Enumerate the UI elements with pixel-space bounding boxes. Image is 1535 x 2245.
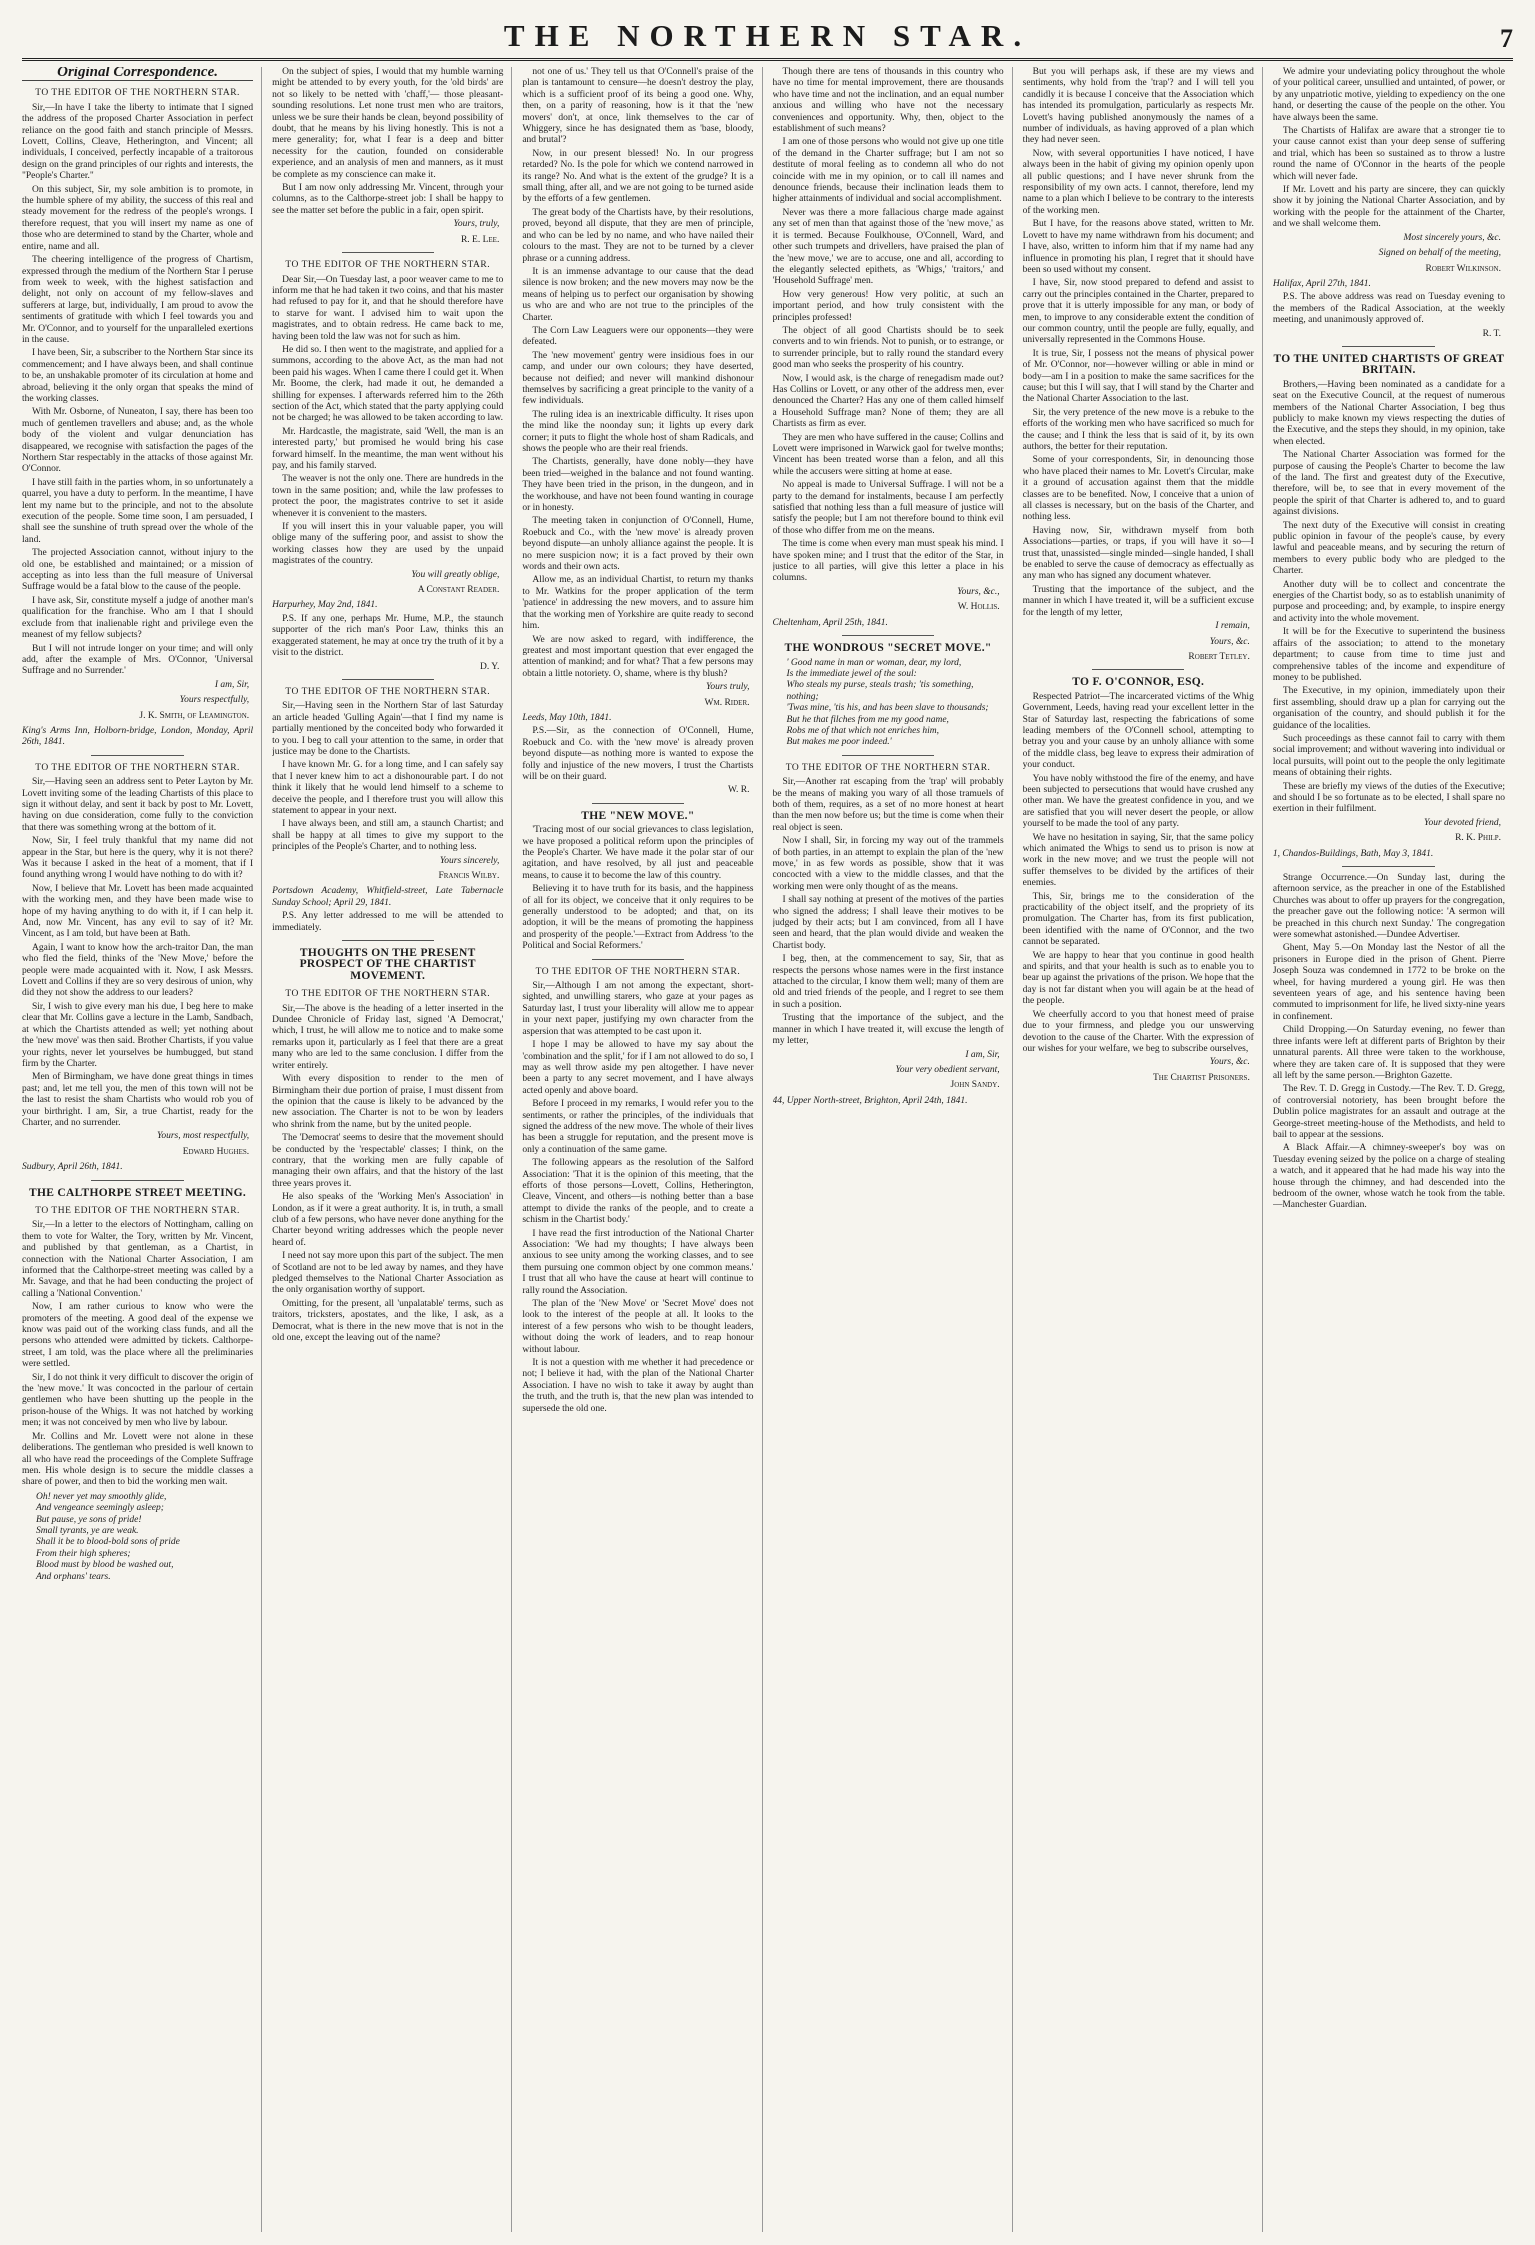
article-paragraph: The time is come when every man must speak his mind. I have spoken mine; and I trust that the editor of the Star, in justice to all parties, will give this letter a place in his columns. <box>772 539 1004 584</box>
article-paragraph: Respected Patriot—The incarcerated victims of the Whig Government, Leeds, having read your excellent letter in the Star of Saturday last, respecting the fabrications of some leading members of the O'Connell school, attempting to betray you and your cause by an unholy alliance with some of the middle class, beg leave to express their admiration of your conduct. <box>1022 691 1254 771</box>
dateline: Portsdown Academy, Whitfield-street, Late Tabernacle Sunday School; April 29, 1841. <box>272 886 504 908</box>
article-paragraph: I beg, then, at the commencement to say, Sir, that as respects the persons whose names were in the first instance attached to the circular, I know them well; many of them are old and tried friends of the people, and I regret to see them in such a position. <box>772 954 1004 1010</box>
article-paragraph: The Chartists of Halifax are aware that a stronger tie to your cause cannot exist than your deep sense of suffering and trial, which has been so sustained as to throw a lustre round the name of O'Connor in the hearts of the people which will never fade. <box>1272 126 1505 182</box>
letter-closing: Your very obedient servant, <box>895 1064 1000 1075</box>
article-paragraph: The 'Democrat' seems to desire that the movement should be conducted by the 'respectable' classes; I think, on the contrary, that the working men are fully capable of managing their own affairs, and that the history of the last three years proves it. <box>272 1133 504 1189</box>
article-paragraph: Though there are tens of thousands in this country who have no time for mental improvement, there are thousands who have time and not the inclination, and an equal number anxious and willing who have not the necessary conveniences and opportunity. Why, then, object to the establishment of such means? <box>772 67 1004 135</box>
column-6 <box>1273 67 1513 2232</box>
article-title: THE "NEW MOVE." <box>581 809 695 822</box>
letter-heading: TO THE EDITOR OF THE NORTHERN STAR. <box>535 966 741 977</box>
article-paragraph: The next duty of the Executive will consist in creating public opinion in favour of the people's cause, by every lawful and peaceable means, and by securing the return of members to every public body who are pledged to the Charter. <box>1272 520 1505 577</box>
poem-line: ' Good name in man or woman, dear, my lord, <box>786 657 962 668</box>
article-paragraph: It is not a question with me whether it had precedence or not; I believe it had, with the plan of the National Charter Association. I have no wish to take it away by aught than the truth, and the truth is, that the new plan was intended to supersede the old one. <box>522 1358 754 1414</box>
article-paragraph: Now, Sir, I feel truly thankful that my name did not appear in the Star, but here is the query, why it is not there? Was it because I asked in the heat of a moment, that if I found anything wrong I would have nothing to do with it? <box>22 836 254 881</box>
poem-line: Small tyrants, ye are weak. <box>36 1525 139 1536</box>
article-paragraph: Sir,—Another rat escaping from the 'trap' will probably be the means of making you wary of all those tramuels of both of them, requires, as a set of no more honest at heart than the men now before us; but the time is come when their real object is seen. <box>772 777 1004 833</box>
article-paragraph: You have nobly withstood the fire of the enemy, and have been subjected to persecutions that would have crushed any other man. We have the greatest confidence in you, and we are satisfied that you will never desert the people, or allow yourself to be made the tool of any party. <box>1022 773 1254 830</box>
letter-heading: TO THE EDITOR OF THE NORTHERN STAR. <box>285 686 491 697</box>
article-paragraph: I have, Sir, now stood prepared to defend and assist to carry out the principles contained in the Charter, prepared to prove that it is utterly impossible for any man, or body of men, to improve to any considerable extent the condition of our common country, until the people are fully, equally, and universally represented in the Commons House. <box>1022 278 1254 346</box>
article-paragraph: The plan of the 'New Move' or 'Secret Move' does not look to the interest of the people at all. It looks to the interest of a few persons who wish to be thought leaders, without doing the work of leaders, and to reap honour without labour. <box>522 1299 754 1355</box>
article-paragraph: He did so. I then went to the magistrate, and applied for a summons, according to the above Act, as the man had not been paid his wages. When I came there I could get it. When Mr. Boome, the clerk, had made it out, he demanded a shilling for expenses. I afterwards referred him to the 26th section of the Act, which stated that the party applying could not be charged; he was allowed to be taken according to law. <box>272 344 504 424</box>
article-paragraph: Now, in our present blessed! No. In our progress retarded? No. Is the pole for which we contend narrowed in its range? No. And what is the extent of the grudge? It is a small thing, after all, and we are not going to be turned aside by the efforts of a few gentlemen. <box>522 148 754 205</box>
article-paragraph: Again, I want to know how the arch-traitor Dan, the man who fled the field, thinks of the 'New Move,' before the people were made acquainted with it. Now, I ask Messrs. Lovett and Collins if they are so very desirous of union, why did they not show the address to our leaders? <box>22 942 254 999</box>
letter-closing: Yours respectfully, <box>179 695 250 706</box>
poem-line: Who steals my purse, steals trash; 'tis something, nothing; <box>786 680 974 702</box>
article-paragraph: Child Dropping.—On Saturday evening, no fewer than three infants were left at different parts of Brighton by their unnatural parents. All three were taken to the workhouse, where they are taken care of. It is supposed that they were all left by the same person.—Brighton Gazette. <box>1272 1025 1505 1081</box>
article-paragraph: Omitting, for the present, all 'unpalatable' terms, such as traitors, tricksters, apostates, and the like, I ask, as a Democrat, what is there in the new move that is not in the old one, except the leaving out of the name? <box>272 1298 504 1344</box>
poem-line: From their high spheres; <box>36 1548 131 1559</box>
signature-name: A Constant Reader. <box>417 585 500 596</box>
divider-rule <box>1342 866 1435 867</box>
signature-name: Edward Hughes. <box>182 1146 250 1157</box>
article-paragraph: It is an immense advantage to our cause that the dead silence is now broken; and the new movers may now be the means of helping us to perfect our organisation by showing us who are and who are not true to the principles of the Charter. <box>522 266 754 323</box>
signature-name: Francis Wilby. <box>438 871 500 881</box>
letter-closing: I am, Sir, <box>965 1049 1000 1060</box>
article-paragraph: We admire your undeviating policy throughout the whole of your political career, unsullied and untainted, of power, or by any unpatriotic motive, yielding to expediency on the one hand, or deserting the cause of the people on the other. You have always been the same. <box>1272 67 1505 123</box>
signature-name: Wm. Rider. <box>704 697 750 708</box>
article-paragraph: Sir,—Although I am not among the expectant, short-sighted, and unwilling starers, who gaze at your pages as Saturday last, I trust your liberality will allow me to appear in your next paper, justifying my own character from the aspersion that was attempted to be cast upon it. <box>522 981 754 1037</box>
dateline: Halifax, April 27th, 1841. <box>1272 278 1371 289</box>
letter-closing: Yours, &c., <box>957 586 1000 597</box>
article-paragraph: Sir,—In a letter to the electors of Nottingham, calling on them to vote for Walter, the Tory, written by Mr. Vincent, and published by that gentleman, as a Chartist, in connection with the National Charter Association, I am informed that the Calthorpe-street meeting was called by a Mr. Savage, and that he had been conducting the project of calling a 'National Convention.' <box>22 1220 254 1299</box>
article-paragraph: Mr. Collins and Mr. Lovett were not alone in these deliberations. The gentleman who presided is well known to all who have read the proceedings of the Complete Suffrage men. His whole design is to secure the middle classes a share of power, and then to bid the working men wait. <box>22 1431 254 1488</box>
signature-name: John Sandy. <box>950 1080 1000 1091</box>
article-paragraph: Ghent, May 5.—On Monday last the Nestor of all the prisoners in Europe died in the prison of Ghent. Pierre Joseph Souza was condemned in 1772 to be broke on the wheel, for having murdered a young girl. He was then seventeen years of age, and his sentence having been commuted to imprisonment for life, he lived sixty-nine years in confinement. <box>1272 943 1505 1022</box>
article-paragraph: On the subject of spies, I would that my humble warning might be attended to by every youth, for the 'old birds' are not so likely to be netted with 'chaff,'— those pleasant-sounding resolutions. Let none trust men who are traitors, unless we be sure their hands be clean, beyond possibility of doubt, that he means by his living honestly. This is not a mere generality; for, what I fear is a deep and bitter necessity for the caution, founded on considerable experience, and an analysis of men and manners, as it must be complete as my conscience can make it. <box>272 67 504 180</box>
article-paragraph: The National Charter Association was formed for the purpose of causing the People's Charter to become the law of the land. The first and greatest duty of the Executive, therefore, will be, to see that in every movement of the people the spirit of that Charter is adhered to, and to guard against divisions. <box>1272 450 1505 518</box>
signature-name: Robert Wilkinson. <box>1425 263 1501 274</box>
article-paragraph: The ruling idea is an inextricable difficulty. It rises upon the mind like the noonday sun; it lights up every dark corner; it puts to flight the whole host of sham Radicals, and shows the people who are their real friends. <box>522 409 754 454</box>
article-paragraph: Now, with several opportunities I have noticed, I have always been in the habit of giving my opinion openly upon all public questions; and I have never shrunk from the responsibility of my own acts. I cannot, therefore, lend my name to a plan which I believe to be contrary to the interests of the working men. <box>1022 148 1254 216</box>
column-5 <box>1023 67 1263 2232</box>
article-paragraph: The weaver is not the only one. There are hundreds in the town in the same position; and, while the law professes to protect the poor, the magistrates contrive to set it aside whenever it is convenient to the masters. <box>272 474 504 519</box>
column-4 <box>773 67 1013 2232</box>
article-paragraph: I have read the first introduction of the National Charter Association: 'We had my thoughts; I have always been anxious to see unity among the working classes, and to see them pursuing one common object by one common means.' I trust that all who have the cause at heart will continue to rally round the Association. <box>522 1228 754 1296</box>
article-paragraph: Sir, the very pretence of the new move is a rebuke to the efforts of the working men who have sacrificed so much for the cause; and I think the less that is said of it, by its own authors, the better for their reputation. <box>1022 407 1254 452</box>
divider-rule <box>91 755 183 756</box>
letter-closing: Yours, truly, <box>453 219 500 230</box>
article-title: THE WONDROUS "SECRET MOVE." <box>784 642 992 655</box>
article-paragraph: Dear Sir,—On Tuesday last, a poor weaver came to me to inform me that he had taken it two coins, and that his master had refused to pay for it, and that he should therefore have to starve for want. I advised him to wait upon the magistrates, and to obtain redress. He came back to me, having been told the law was not for such as him. <box>272 274 504 342</box>
article-paragraph: Such proceedings as these cannot fail to carry with them social improvement; and without wavering into individual or local pursuits, will point out to the people the only legitimate means of obtaining their rights. <box>1272 733 1505 779</box>
article-paragraph: But I will not intrude longer on your time; and will only add, after the example of Mrs. O'Connor, 'Universal Suffrage and no Surrender.' <box>22 643 254 677</box>
poem-line: Shall it be to blood-bold sons of pride <box>36 1537 180 1548</box>
columns <box>22 67 1513 2232</box>
article-paragraph: The Chartists, generally, have done nobly—they have been tried—weighed in the balance and not found wanting. They have been tried in the prison, in the dungeon, and in the workhouse, and have not been found wanting in courage or in honesty. <box>522 457 754 514</box>
article-paragraph: I have still faith in the parties whom, in so unfortunately a quarrel, you have a duty to perform. In the meantime, I have lent my name but to the principle, and not to the absolute execution of the people. Some time soon, I am persuaded, I shall see the sunshine of truth spread over the whole of the land. <box>22 477 254 545</box>
poem-line: 'Twas mine, 'tis his, and has been slave to thousands; <box>786 703 989 714</box>
article-paragraph: If you will insert this in your valuable paper, you will oblige many of the suffering poor, and assist to show the working classes how they are used by the unpaid magistrates of the country. <box>272 522 504 567</box>
article-paragraph: No appeal is made to Universal Suffrage. I will not be a party to the demand for instalments, because I am perfectly satisfied that nothing less than a full measure of justice will satisfy the people; but I am not therefore bound to think evil of those who differ from me on the means. <box>772 480 1004 536</box>
article-paragraph: I have been, Sir, a subscriber to the Northern Star since its commencement; and I have always been, and shall continue to be, an unshakable promoter of its circulation at home and abroad, believing it the only organ that speaks the mind of the working classes. <box>22 348 254 404</box>
letter-closing: Yours truly, <box>706 682 750 693</box>
article-paragraph: I need not say more upon this part of the subject. The men of Scotland are not to be led away by names, and they have pledged themselves to the National Charter Association as the only organisation worthy of support. <box>272 1251 504 1296</box>
article-paragraph: I have known Mr. G. for a long time, and I can safely say that I never knew him to act a dishonourable part. I do not think it likely that he would lend himself to a scheme to deceive the people, and I therefore trust you will allow this statement to appear in your next. <box>272 760 504 816</box>
article-paragraph: 'Tracing most of our social grievances to class legislation, we have proposed a political reform upon the principles of the People's Charter. We have made it the polar star of our agitation, and have resolved, by all just and peaceable means, to cause it to become the law of this country. <box>522 825 754 881</box>
article-paragraph: P.S. If any one, perhaps Mr. Hume, M.P., the staunch supporter of the rich man's Poor Law, thinks this an exaggerated statement, he may at once try the truth of it by a visit to the district. <box>272 613 504 659</box>
poem-line: But makes me poor indeed.' <box>786 737 892 748</box>
article-paragraph: Another duty will be to collect and concentrate the energies of the Chartist body, so as to establish unanimity of purpose and proceeding; and, by example, to inspire energy and activity into the whole movement. <box>1272 579 1505 624</box>
article-paragraph: Now I shall, Sir, in forcing my way out of the trammels of both parties, in an attempt to explain the plan of the 'new move,' in as few words as possible, show that it was concocted with a view to the middle classes, and that the working men were only thought of as the means. <box>772 836 1004 892</box>
letter-closing: Signed on behalf of the meeting, <box>1378 248 1501 259</box>
poem-line: And vengeance seemingly asleep; <box>36 1503 164 1514</box>
article-paragraph: I have ask, Sir, constitute myself a judge of another man's qualification for the franchise. Who am I that I should exclude from that inalienable right and privilege even the meanest of my fellow subjects? <box>22 595 254 641</box>
article-paragraph: But you will perhaps ask, if these are my views and sentiments, why hold from the 'trap'? and I will tell you candidly it is because I conceive that the Association which has intended its promulgation, particularly as respects Mr. Lovett's having published anonymously the names of a number of individuals, as having approved of a plan which they had never seen. <box>1022 67 1254 146</box>
article-paragraph: Allow me, as an individual Chartist, to return my thanks to Mr. Watkins for the proper application of the term 'patience' in addressing the new movers, and to assure him that the working men of Yorkshire are quite ready to second him. <box>522 575 754 632</box>
letter-closing: Yours, &c. <box>1209 1057 1250 1068</box>
article-paragraph: Now, I believe that Mr. Lovett has been made acquainted with the working men, and they have been made wise to hope of my having anything to do with it, if I can help it. And, now Mr. Vincent, has any evil to say of it? Mr. Vincent, as I am told, but have been at Bath. <box>22 883 254 940</box>
article-title: TO F. O'CONNOR, ESQ. <box>1072 676 1205 689</box>
signature-name: W. R. <box>727 785 750 796</box>
article-paragraph: How very generous! How very politic, at such an important period, and how truly consistent with the principles professed! <box>772 289 1004 323</box>
article-paragraph: Sir, I do not think it very difficult to discover the origin of the 'new move.' It was concocted in the parlour of certain gentlemen who have been shutting up the people in the prison-house of the Whigs. It was not hatched by working men; it was not conceived by men who live by labour. <box>22 1372 254 1429</box>
article-paragraph: The cheering intelligence of the progress of Chartism, expressed through the medium of the Northern Star I peruse from week to week, with the highest satisfaction and delight, not only on account of my fellow-slaves and sufferers at large, but, individually, I am proud to avow the sentiments of gratitude with which I feel towards you and Mr. O'Connor, and to yourself for the unparalleled exertions in the cause. <box>22 255 254 345</box>
dateline: Sudbury, April 26th, 1841. <box>22 1162 123 1173</box>
article-paragraph: Sir,—Having seen in the Northern Star of last Saturday an article headed 'Gulling Again'—that I find my name is partially mentioned by the conceited body who forwarded it to you. I beg to call your attention to the same, in order that justice may be done to the Chartists. <box>272 701 504 757</box>
article-paragraph: A Black Affair.—A chimney-sweeper's boy was on Tuesday evening seized by the police on a charge of stealing a watch, and it appeared that he had made his way into the house through the chimney, and had descended into the bedroom of the owner, whose watch he took from the table.—Manchester Guardian. <box>1272 1143 1505 1211</box>
masthead <box>22 18 1513 61</box>
article-paragraph: not one of us.' They tell us that O'Connell's praise of the plan is tantamount to censure—he doesn't destroy the play, which is a sufficient proof of its being a good one. Why, then, on a parity of reasoning, how is it that the 'new movers' don't, at once, link themselves to the car of Whiggery, since he has designated them as 'base, bloody, and brutal'? <box>522 67 754 146</box>
poem-line: Is the immediate jewel of the soul: <box>786 668 917 679</box>
signature-name: W. Hollis. <box>957 602 1000 613</box>
article-paragraph: Brothers,—Having been nominated as a candidate for a seat on the Executive Council, at the request of numerous members of the National Charter Association, I beg thus publicly to make known my views respecting the duties of the Executive, and the steps they should, in my opinion, take when elected. <box>1272 379 1505 447</box>
article-paragraph: They are men who have suffered in the cause; Collins and Lovett were imprisoned in Warwick gaol for twelve months; Vincent has been treated worse than a felon, and all this while the accusers were sitting at home at ease. <box>772 432 1004 477</box>
article-paragraph: The Executive, in my opinion, immediately upon their first assembling, should draw up a plan for carrying out the organisation of the country, and should publish it for the guidance of the localities. <box>1272 686 1505 731</box>
masthead-title: THE NORTHERN STAR. <box>503 18 1032 53</box>
signature-name: Robert Tetley. <box>1188 651 1250 662</box>
article-paragraph: Strange Occurrence.—On Sunday last, during the afternoon service, as the preacher in one of the Established Churches was about to offer up prayers for the congregation, the preacher gave out the following notice: 'A sermon will be preached in this church next Sunday.' The congregation were somewhat astonished.—Dundee Advertiser. <box>1272 873 1505 941</box>
divider-rule <box>842 635 934 636</box>
poem-block <box>787 658 1004 749</box>
article-paragraph: On this subject, Sir, my sole ambition is to promote, in the humble sphere of my ability, the success of this real and steady movement for the redress of the people's wrongs. I therefore request, that you will insert my name as one of those who are determined to stand by the Charter, whole and entire, name and all. <box>22 184 254 252</box>
article-paragraph: These are briefly my views of the duties of the Executive; and should I be so fortunate as to be elected, I shall spare no exertion in their fulfilment. <box>1272 781 1505 815</box>
article-paragraph: He also speaks of the 'Working Men's Association' in London, as if it were a great authority. It is, in truth, a small club of a few persons, who have never done anything for the Charter beyond writing addresses which the people never heard of. <box>272 1192 504 1248</box>
article-paragraph: But I am now only addressing Mr. Vincent, through your columns, as to the Calthorpe-street job: I shall be happy to see the matter set before the public in a fair, open spirit. <box>272 183 504 216</box>
article-paragraph: It is true, Sir, I possess not the means of physical power of Mr. O'Connor, nor—however willing or able in mind or body—am I in a position to make the same sacrifices for the cause; but this I will say, that I will stand by the Charter and the National Charter Association to the last. <box>1022 348 1254 405</box>
dateline: 1, Chandos-Buildings, Bath, May 3, 1841. <box>1272 848 1434 859</box>
letter-heading: TO THE EDITOR OF THE NORTHERN STAR. <box>285 989 491 1000</box>
letter-closing: I am, Sir, <box>214 679 250 690</box>
article-title: THOUGHTS ON THE PRESENT PROSPECT OF THE CHARTIST MOVEMENT. <box>299 947 476 982</box>
letter-closing: I remain, <box>1215 621 1250 632</box>
signature-name: R. K. Philp. <box>1455 833 1501 844</box>
article-paragraph: The meeting taken in conjunction of O'Connell, Hume, Roebuck and Co., with the 'new move' is already proven beyond dispute—an unholy alliance against the people. It is no mere suspicion now; it is a fact proved by their own words and their own acts. <box>522 516 754 573</box>
poem-line: Oh! never yet may smoothly glide, <box>36 1491 167 1502</box>
article-paragraph: Sir,—In have I take the liberty to intimate that I signed the address of the proposed Charter Association in perfect reliance on the good faith and stanch principle of Messrs. Lovett, Collins, Cleave, Hetherington, and Vincent; all individuals, I conceived, perfectly incapable of a traitorous design on the grand principles of our rights and interests, the "People's Charter." <box>22 102 254 182</box>
article-paragraph: This, Sir, brings me to the consideration of the practicability of the object itself, and the propriety of its promulgation. The Charter has, from its first publication, been identified with the name of O'Connor, and the two cannot be separated. <box>1022 891 1254 948</box>
article-paragraph: I have always been, and still am, a staunch Chartist; and shall be happy at all times to give my support to the principles of the People's Charter, and to nothing less. <box>272 819 504 853</box>
poem-line: Robs me of that which not enriches him, <box>786 725 940 736</box>
letter-heading: TO THE EDITOR OF THE NORTHERN STAR. <box>35 1205 240 1216</box>
divider-rule <box>592 959 684 960</box>
letter-closing: Yours, &c. <box>1209 636 1250 647</box>
article-paragraph: We have no hesitation in saying, Sir, that the same policy which animated the Whigs to send us to prison is now at work in the new move; and we trust the people will not suffer themselves to be divided by the artifices of their enemies. <box>1022 832 1254 889</box>
article-paragraph: Men of Birmingham, we have done great things in times past; and, let me tell you, the men of this town will not be the last to resist the sham Chartists who would rob you of your birthright. I am, Sir, a true Chartist, ready for the Charter, and no surrender. <box>22 1072 254 1128</box>
letter-heading: TO THE EDITOR OF THE NORTHERN STAR. <box>785 762 991 773</box>
article-paragraph: Before I proceed in my remarks, I would refer you to the sentiments, or rather the principles, of the individuals that signed the address of the new move. The whole of their lives has been a struggle for reputation, and the present move is only a continuation of the same game. <box>522 1099 754 1155</box>
divider-rule <box>592 803 684 804</box>
column-3 <box>522 67 762 2232</box>
poem-block <box>36 1492 253 1583</box>
dateline: King's Arms Inn, Holborn-bridge, London, Monday, April 26th, 1841. <box>22 725 254 748</box>
divider-rule <box>342 940 434 941</box>
page-number: 7 <box>1500 24 1513 53</box>
article-paragraph: P.S.—Sir, as the connection of O'Connell, Hume, Roebuck and Co. with the 'new move' is already proven beyond dispute—as nothing more is wanted to expose the folly and injustice of the new movers, I trust the Chartists will be on their guard. <box>522 726 754 782</box>
article-paragraph: The object of all good Chartists should be to seek converts and to win friends. Not to punish, or to estrange, or to surrender principle, but to rally round the standard every good man who seeks the prosperity of his country. <box>772 325 1004 371</box>
article-paragraph: I hope I may be allowed to have my say about the 'combination and the split,' for if I am not allowed to do so, I may as well throw aside my pen altogether. I have never been a party to any secret movement, and I have always acted openly and above board. <box>522 1040 754 1096</box>
section-heading: Original Correspondence. <box>22 67 253 81</box>
letter-closing: Most sincerely yours, &c. <box>1403 232 1501 243</box>
article-paragraph: The 'new movement' gentry were insidious foes in our camp, and under our own colours; they have deserted, because not deified; and never will mankind dishonour themselves by sacrificing a great principle to the vanity of a few individuals. <box>522 350 754 407</box>
dateline: 44, Upper North-street, Brighton, April 24th, 1841. <box>772 1095 968 1106</box>
divider-rule <box>1342 346 1435 347</box>
article-paragraph: With every disposition to render to the men of Birmingham their due portion of praise, I must dissent from the opinion that the cause is likely to be advanced by the new association. The Charter is not to be won by leaders who shrink from the name, but by the united people. <box>272 1074 504 1130</box>
article-paragraph: Never was there a more fallacious charge made against any set of men than that against those of the 'new move,' as it is termed. Because Foulkhouse, O'Connell, Ward, and other such trumpets and drivellers, have praised the plan of the 'new move,' we are to accuse, one and all, according to the elegantly selected epithets, as 'Whigs,' 'traitors,' and 'Household Suffrage' men. <box>772 207 1004 287</box>
letter-closing: Yours, most respectfully, <box>156 1131 250 1142</box>
article-paragraph: I am one of those persons who would not give up one title of the demand in the Charter suffrage; but I am not so destitute of moral feeling as to condemn all who do not coincide with me in my opinion, or to call ill names and denounce friends, because their inclination leads them to higher attainments of individual and social accomplishment. <box>772 137 1004 205</box>
signature-name: R. T. <box>1482 328 1501 339</box>
dateline: Harpurhey, May 2nd, 1841. <box>272 600 378 611</box>
letter-closing: Yours sincerely, <box>439 855 500 866</box>
article-paragraph: We are now asked to regard, with indifference, the greatest and most important question that ever engaged the attention of mankind; and for what? That a few persons may obtain a little notoriety. O, shame, where is thy blush? <box>522 634 754 679</box>
signature-name: J. K. Smith, of Leamington. <box>139 710 250 721</box>
letter-heading: TO THE EDITOR OF THE NORTHERN STAR. <box>285 260 491 271</box>
divider-rule <box>342 252 434 253</box>
article-paragraph: The Corn Law Leaguers were our opponents—they were defeated. <box>522 325 754 348</box>
column-2 <box>272 67 512 2232</box>
article-paragraph: We are happy to hear that you continue in good health and spirits, and that your health is such as to enable you to bear up against the privations of the prison. We hope that the day is not far distant when you will again be at the head of the people. <box>1022 950 1254 1007</box>
letter-closing: Your devoted friend, <box>1424 817 1501 828</box>
poem-line: But pause, ye sons of pride! <box>36 1514 142 1525</box>
article-paragraph: But I have, for the reasons above stated, written to Mr. Lovett to have my name withdrawn from his document; and I have, also, written to inform him that if my name had any influence in promoting his plan, I regret that it should have been so used without my consent. <box>1022 219 1254 275</box>
signature-name: R. E. Lee. <box>460 234 500 245</box>
article-paragraph: Sir,—The above is the heading of a letter inserted in the Dundee Chronicle of Friday last, signed 'A Democrat,' which, I trust, he will allow me to notice and to make some remarks upon it, particularly as I feel that there are a great many who are led to the same conclusion. I differ from the writer entirely. <box>272 1003 504 1071</box>
poem-line: And orphans' tears. <box>36 1571 111 1582</box>
letter-heading: TO THE EDITOR OF THE NORTHERN STAR. <box>35 762 240 773</box>
article-title: THE CALTHORPE STREET MEETING. <box>29 1186 247 1199</box>
article-paragraph: The projected Association cannot, without injury to the old one, be established and maintained; or a mission of accepting as into less than the full measure of Universal Suffrage would be a fatal blow to the cause of the people. <box>22 548 254 593</box>
divider-rule <box>842 755 934 756</box>
article-paragraph: With Mr. Osborne, of Nuneaton, I say, there has been too much of gentlemen travellers and abuse; and, as the whole body of the violent and vulgar denunciation has disappeared, we recognise with satisfaction the pages of the Northern Star respectably in the attacks of those against Mr. O'Connor. <box>22 407 254 475</box>
article-paragraph: Now, I am rather curious to know who were the promoters of the meeting. A good deal of the expense we know was paid out of the working class funds, and all the persons who attended were admitted by tickets. Calthorpe-street, I am told, was the place where all the preliminaries were settled. <box>22 1302 254 1370</box>
article-paragraph: The great body of the Chartists have, by their resolutions, proved, beyond all dispute, that they are men of principle, and who can be led by no name, and who have nailed their colours to the mast. They are not to be turned by a clever phrase or a cunning address. <box>522 207 754 264</box>
poem-line: Blood must by blood be washed out, <box>36 1560 174 1571</box>
article-title: TO THE UNITED CHARTISTS OF GREAT BRITAIN. <box>1273 352 1505 377</box>
article-paragraph: If Mr. Lovett and his party are sincere, they can quickly show it by joining the National Charter Association, and by working with the people for the attainment of the Charter, and we shall welcome them. <box>1272 185 1505 230</box>
signature-name: D. Y. <box>480 661 500 672</box>
article-paragraph: Trusting that the importance of the subject, and the manner in which I have treated it, will excuse the length of my letter, <box>772 1013 1004 1047</box>
letter-closing: You will greatly oblige, <box>411 569 500 580</box>
article-paragraph: It will be for the Executive to superintend the business affairs of the association; to attend to the monetary department; to cause from time to time just and comprehensive tables of the income and expenditure of money to be published. <box>1272 627 1505 683</box>
article-paragraph: P.S. The above address was read on Tuesday evening to the members of the Radical Association, at the weekly meeting, and unanimously approved of. <box>1272 292 1505 326</box>
article-paragraph: Believing it to have truth for its basis, and the happiness of all for its object, we conceive that it only requires to be generally understood to be adopted; and that, on its adoption, it will be the means of promoting the happiness and prosperity of the people.'—Extract from Address 'to the Political and Social Reformers.' <box>522 884 754 952</box>
article-paragraph: Some of your correspondents, Sir, in denouncing those who have placed their names to Mr. Lovett's Circular, make it a ground of accusation against them that the middle classes are to be benefited. Now, I conceive that a union of all classes is necessary, but on the basis of the Charter, and nothing less. <box>1022 455 1254 523</box>
article-paragraph: Mr. Hardcastle, the magistrate, said 'Well, the man is an interested party,' but promised he would bring his case forward himself. In the meantime, the man went without his pay, and his family starved. <box>272 426 504 471</box>
article-paragraph: The following appears as the resolution of the Salford Association: 'That it is the opinion of this meeting, that the efforts of those persons—Lovett, Collins, Hetherington, Cleave, Vincent, and others—is nothing better than a base attempt to divide the ranks of the people, and to create a schism in the Chartist body.' <box>522 1158 754 1226</box>
article-paragraph: We cheerfully accord to you that honest meed of praise due to your firmness, and pledge you our unswerving devotion to the cause of the Charter. With the expression of our wishes for your welfare, we beg to subscribe ourselves, <box>1022 1009 1254 1054</box>
article-paragraph: Sir,—Having seen an address sent to Peter Layton by Mr. Lovett inviting some of the leading Chartists of this place to sign it without delay, and sent it back by post to Mr. Lovett, having on due consideration, come fully to the conviction that there was something wrong at the bottom of it. <box>22 777 254 833</box>
divider-rule <box>342 679 434 680</box>
dateline: Cheltenham, April 25th, 1841. <box>772 617 888 628</box>
divider-rule <box>1092 669 1184 670</box>
letter-heading: TO THE EDITOR OF THE NORTHERN STAR. <box>35 88 240 99</box>
article-paragraph: The Rev. T. D. Gregg in Custody.—The Rev. T. D. Gregg, of controversial notoriety, has been brought before the Dublin police magistrates for an assault and outrage at the George-street meeting-house of the Methodists, and held to bail to appear at the sessions. <box>1272 1084 1505 1140</box>
article-paragraph: Trusting that the importance of the subject, and the manner in which I have treated it, will be a sufficient excuse for the length of my letter, <box>1022 584 1254 618</box>
column-1 <box>22 67 262 2232</box>
article-paragraph: P.S. Any letter addressed to me will be attended to immediately. <box>272 911 504 933</box>
dateline: Leeds, May 10th, 1841. <box>522 712 612 723</box>
article-paragraph: Now, I would ask, is the charge of renegadism made out? Has Collins or Lovett, or any other of the address men, ever denounced the Charter? Has any one of them called himself a Household Suffrage man? None of them; they are all Chartists as firm as ever. <box>772 373 1004 430</box>
poem-line: But he that filches from me my good name, <box>786 714 949 725</box>
article-paragraph: Sir, I wish to give every man his due, I beg here to make clear that Mr. Collins gave a lecture in the Lamb, Sandbach, at which the Chartists attended as well; yet nothing about the 'new move' was then said. Brother Chartists, if you value your rights, never let yourselves be humbugged, but stand firm by the Charter. <box>22 1001 254 1069</box>
divider-rule <box>91 1180 183 1181</box>
signature-name: The Chartist Prisoners. <box>1152 1072 1250 1083</box>
article-paragraph: Having now, Sir, withdrawn myself from both Associations—parties, or traps, if you will have it so—I trust that, unassisted—single minded—single handed, I shall be enabled to serve the cause of democracy as effectually as any man who has signed any document whatever. <box>1022 525 1254 582</box>
article-paragraph: I shall say nothing at present of the motives of the parties who signed the address; I shall leave their motives to be judged by their acts; but I am convinced, from all I have seen and heard, that the plan would divide and weaken the Chartist body. <box>772 895 1004 951</box>
